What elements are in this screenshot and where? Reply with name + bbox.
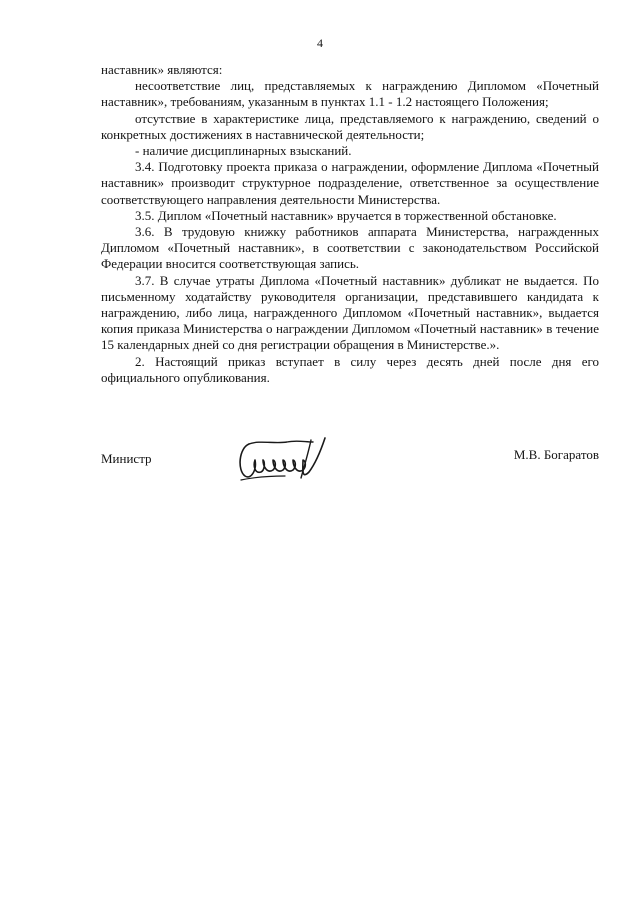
- signatory-position: Министр: [101, 451, 152, 466]
- paragraph-item-no-achievements: отсутствие в характеристике лица, представляемого к награждению, сведений о конкретных достижениях в наставнической деятельности;: [101, 110, 599, 142]
- document-body: [101, 62, 599, 386]
- signatory-name: М.В. Богаратов: [513, 447, 599, 462]
- paragraph-item-mismatch: несоответствие лиц, представляемых к награждению Дипломом «Почетный наставник», требованиям, указанным в пунктах 1.1 - 1.2 настоящего Положения;: [101, 78, 599, 110]
- paragraph-3-6: 3.6. В трудовую книжку работников аппарата Министерства, награжденных Дипломом «Почетный наставник», в соответствии с законодательством Российской Федерации вносится соответствующая запись.: [101, 224, 599, 272]
- signature-block: [101, 430, 599, 490]
- paragraph-3-5: 3.5. Диплом «Почетный наставник» вручается в торжественной обстановке.: [135, 207, 557, 223]
- paragraph-3-7: 3.7. В случае утраты Диплома «Почетный наставник» дубликат не выдается. По письменному ходатайству руководителя организации, представившего кандидата к награждению, либо лица, награжденного Дипломом «Почетный наставник», выдается копия приказа Министерства о награждении Дипломом «Почетный наставник» в течение 15 календарных дней со дня регистрации обращения в Министерстве.».: [101, 272, 599, 353]
- page-number: 4: [317, 36, 323, 50]
- paragraph-item-disciplinary: - наличие дисциплинарных взысканий.: [135, 143, 352, 159]
- paragraph-2-effective: 2. Настоящий приказ вступает в силу через десять дней после дня его официального опубликования.: [101, 353, 599, 385]
- paragraph-3-4: 3.4. Подготовку проекта приказа о награждении, оформление Диплома «Почетный наставник» производит структурное подразделение, ответственное за осуществление соответствующего направления деятельности Министерства.: [101, 159, 599, 207]
- handwritten-signature-icon: [235, 430, 327, 486]
- paragraph-continuation: наставник» являются:: [101, 62, 223, 77]
